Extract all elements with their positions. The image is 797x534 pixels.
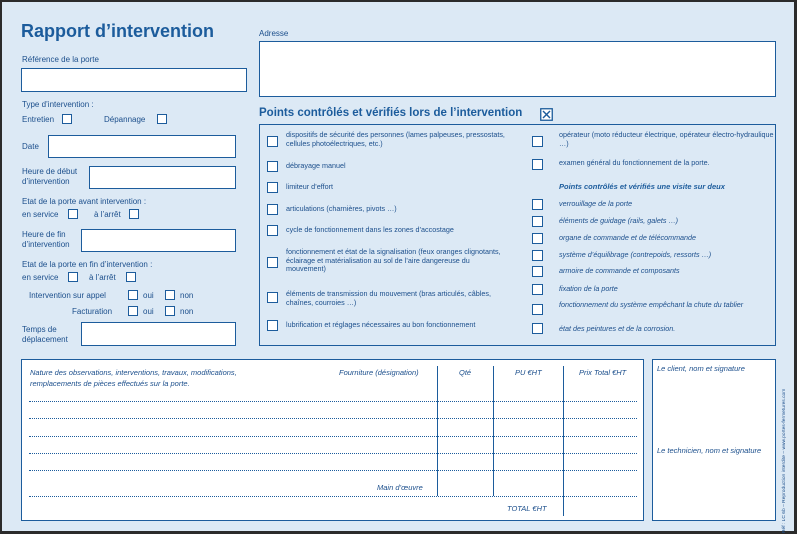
column-divider [437, 366, 438, 496]
check-securite-label: dispositifs de sécurité des personnes (lames palpeuses, pressostats, cellules photoélectriques, etc.) [286, 130, 505, 148]
entretien-checkbox[interactable] [62, 114, 72, 124]
table-row-line[interactable] [29, 453, 637, 454]
client-signature-label: Le client, nom et signature [657, 364, 745, 373]
pu-header: PU €HT [515, 368, 542, 377]
heure-debut-label: Heure de début [22, 167, 78, 176]
facturation-oui-label: oui [143, 307, 154, 316]
table-row-line[interactable] [29, 401, 637, 402]
etat-avant-label: Etat de la porte avant intervention : [22, 197, 147, 206]
visite-subheading: Points contrôlés et vérifiés une visite sur deux [559, 182, 725, 191]
prix-header: Prix Total €HT [579, 368, 627, 377]
heure-fin-field[interactable] [81, 229, 236, 252]
check-securite-checkbox[interactable] [267, 136, 278, 147]
check-debrayage-checkbox[interactable] [267, 161, 278, 172]
depannage-checkbox[interactable] [157, 114, 167, 124]
table-row-line[interactable] [29, 470, 637, 471]
checked-box-icon [540, 108, 553, 121]
date-field[interactable] [48, 135, 236, 158]
table-row-line[interactable] [29, 436, 637, 437]
appel-non-checkbox[interactable] [165, 290, 175, 300]
check-peintures-label: état des peintures et de la corrosion. [559, 324, 676, 333]
heure-fin-label: Heure de fin [22, 230, 66, 239]
reference-field[interactable] [21, 68, 247, 92]
check-commande-checkbox[interactable] [532, 233, 543, 244]
appel-oui-checkbox[interactable] [128, 290, 138, 300]
total-label: TOTAL €HT [507, 504, 547, 513]
check-lubrification-label: lubrification et réglages nécessaires au bon fonctionnement [286, 320, 476, 329]
adresse-label: Adresse [259, 29, 289, 38]
check-armoire-label: armoire de commande et composants [559, 266, 680, 275]
check-signalisation-label: fonctionnement et état de la signalisation (feux oranges clignotants, éclairage et matérialisation au sol de l’aire dangereuse du mouvement) [286, 247, 501, 273]
check-transmission-label: éléments de transmission du mouvement (bras articulés, câbles, chaînes, courroies …) [286, 289, 491, 307]
check-cycle-checkbox[interactable] [267, 225, 278, 236]
signature-panel[interactable] [652, 359, 776, 521]
facturation-non-checkbox[interactable] [165, 306, 175, 316]
check-equilibrage-label: système d’équilibrage (contrepoids, ressorts …) [559, 250, 712, 259]
check-limiteur-checkbox[interactable] [267, 182, 278, 193]
check-operateur-checkbox[interactable] [532, 136, 543, 147]
intervention-appel-label: Intervention sur appel [29, 291, 106, 300]
fin-en-service-label: en service [22, 273, 59, 282]
facturation-oui-checkbox[interactable] [128, 306, 138, 316]
side-reference-text-content: Réf : LC 6b – Reproduction interdite – www.portes-fermetures.com [782, 388, 787, 533]
table-row-line[interactable] [29, 418, 637, 419]
appel-oui-label: oui [143, 291, 154, 300]
check-chute-checkbox[interactable] [532, 304, 543, 315]
check-guidage-label: éléments de guidage (rails, galets …) [559, 216, 679, 225]
appel-non-label: non [180, 291, 194, 300]
table-row-line[interactable] [29, 496, 637, 497]
etat-fin-label: Etat de la porte en fin d’intervention : [22, 260, 153, 269]
heure-debut-field[interactable] [89, 166, 236, 189]
column-divider [563, 496, 564, 516]
check-cycle-label: cycle de fonctionnement dans les zones d’accostage [286, 225, 454, 234]
page-title: Rapport d’intervention [21, 21, 214, 41]
heure-debut-label-2: d’intervention [22, 177, 70, 186]
facturation-non-label: non [180, 307, 194, 316]
nature-header: Nature des observations, interventions, travaux, modifications, [30, 368, 237, 377]
technicien-signature-label: Le technicien, nom et signature [657, 446, 762, 455]
check-lubrification-checkbox[interactable] [267, 320, 278, 331]
check-equilibrage-checkbox[interactable] [532, 250, 543, 261]
check-signalisation-checkbox[interactable] [267, 257, 278, 268]
adresse-field[interactable] [259, 41, 776, 97]
check-transmission-checkbox[interactable] [267, 292, 278, 303]
reference-label: Référence de la porte [22, 55, 99, 64]
check-guidage-checkbox[interactable] [532, 216, 543, 227]
check-debrayage-label: débrayage manuel [286, 161, 346, 170]
points-section-title: Points contrôlés et vérifiés lors de l’intervention [259, 107, 523, 119]
check-fixation-label: fixation de la porte [559, 284, 618, 293]
column-divider [493, 366, 494, 496]
column-divider [563, 366, 564, 496]
entretien-label: Entretien [22, 115, 55, 124]
check-armoire-checkbox[interactable] [532, 266, 543, 277]
check-chute-label: fonctionnement du système empêchant la chute du tablier [559, 300, 744, 309]
check-verrouillage-label: verrouillage de la porte [559, 199, 633, 208]
check-operateur-label: opérateur (moto réducteur électrique, opérateur électro-hydraulique …) [559, 130, 774, 148]
facturation-label: Facturation [72, 307, 113, 316]
temps-field[interactable] [81, 322, 236, 346]
qte-header: Qté [459, 368, 472, 377]
check-limiteur-label: limiteur d’effort [286, 182, 334, 191]
temps-label-2: déplacement [22, 335, 68, 344]
check-articulations-checkbox[interactable] [267, 204, 278, 215]
check-commande-label: organe de commande et de télécommande [559, 233, 697, 242]
temps-label: Temps de [22, 325, 57, 334]
fin-en-service-checkbox[interactable] [68, 272, 78, 282]
fin-a-larret-label: à l’arrêt [89, 273, 116, 282]
type-label: Type d’intervention : [22, 100, 94, 109]
avant-a-larret-checkbox[interactable] [129, 209, 139, 219]
date-label: Date [22, 142, 39, 151]
side-reference-text [778, 347, 788, 533]
avant-a-larret-label: à l’arrêt [94, 210, 121, 219]
check-fixation-checkbox[interactable] [532, 284, 543, 295]
nature-header-2: remplacements de pièces effectués sur la porte. [30, 379, 190, 388]
check-examen-label: examen général du fonctionnement de la porte. [559, 158, 710, 167]
check-peintures-checkbox[interactable] [532, 323, 543, 334]
avant-en-service-checkbox[interactable] [68, 209, 78, 219]
check-articulations-label: articulations (charnières, pivots …) [286, 204, 397, 213]
main-oeuvre-label: Main d’œuvre [377, 483, 423, 492]
avant-en-service-label: en service [22, 210, 59, 219]
fourniture-header: Fourniture (désignation) [339, 368, 419, 377]
heure-fin-label-2: d’intervention [22, 240, 70, 249]
check-verrouillage-checkbox[interactable] [532, 199, 543, 210]
intervention-report-form [2, 2, 794, 531]
check-examen-checkbox[interactable] [532, 159, 543, 170]
depannage-label: Dépannage [104, 115, 146, 124]
fin-a-larret-checkbox[interactable] [126, 272, 136, 282]
